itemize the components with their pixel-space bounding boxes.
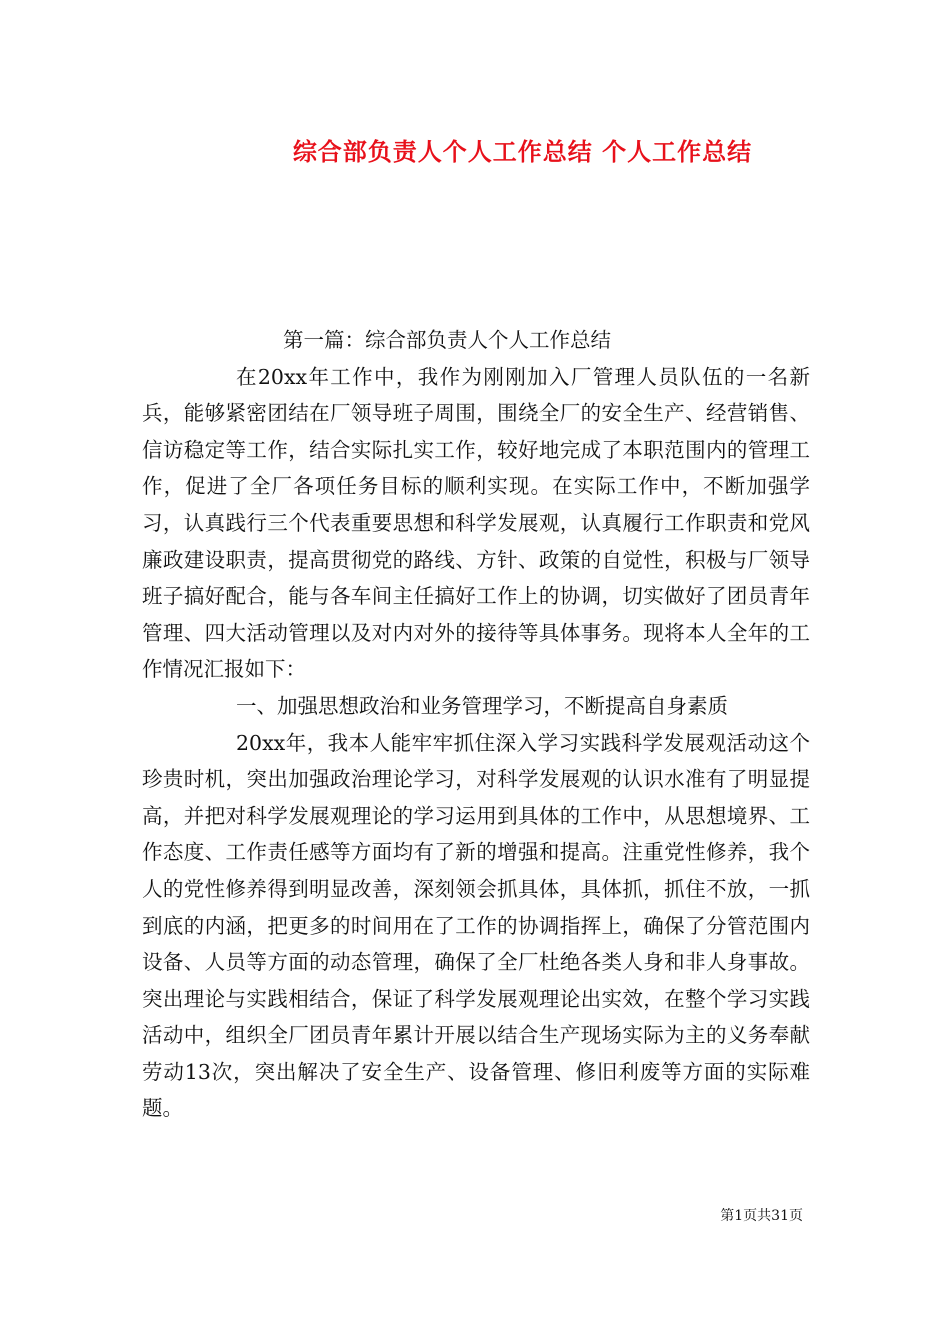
section-heading: 第一篇：综合部负责人个人工作总结: [283, 328, 611, 352]
page-title: 综合部负责人个人工作总结 个人工作总结: [292, 137, 753, 166]
page-number: 第1页共31页: [720, 1208, 803, 1224]
paragraph-study: 20xx年，我本人能牢牢抓住深入学习实践科学发展观活动这个珍贵时机，突出加强政治理论学习，对科学发展观的认识水准有了明显提高，并把对科学发展观理论的学习运用到具体的工作中，从思想境界、工作态度、工作责任感等方面均有了新的增强和提高。注重党性修养，我个人的党性修养得到明显改善，深刻领会抓具体，具体抓，抓住不放，一抓到底的内涵，把更多的时间用在了工作的协调指挥上，确保了分管范围内设备、人员等方面的动态管理，确保了全厂杜绝各类人身和非人身事故。突出理论与实践相结合，保证了科学发展观理论出实效，在整个学习实践活动中，组织全厂团员青年累计开展以结合生产现场实际为主的义务奉献劳动13次，突出解决了安全生产、设备管理、修旧利废等方面的实际难题。: [142, 730, 810, 1121]
document-body: [142, 322, 810, 1127]
subheading-study: 一、加强思想政治和业务管理学习，不断提高自身素质: [236, 693, 728, 718]
paragraph-intro: 在20xx年工作中，我作为刚刚加入厂管理人员队伍的一名新兵，能够紧密团结在厂领导班子周围，围绕全厂的安全生产、经营销售、信访稳定等工作，结合实际扎实工作，较好地完成了本职范围内的管理工作，促进了全厂各项任务目标的顺利实现。在实际工作中，不断加强学习，认真践行三个代表重要思想和科学发展观，认真履行工作职责和党风廉政建设职责，提高贯彻党的路线、方针、政策的自觉性，积极与厂领导班子搞好配合，能与各车间主任搞好工作上的协调，切实做好了团员青年管理、四大活动管理以及对内对外的接待等具体事务。现将本人全年的工作情况汇报如下：: [142, 364, 810, 682]
